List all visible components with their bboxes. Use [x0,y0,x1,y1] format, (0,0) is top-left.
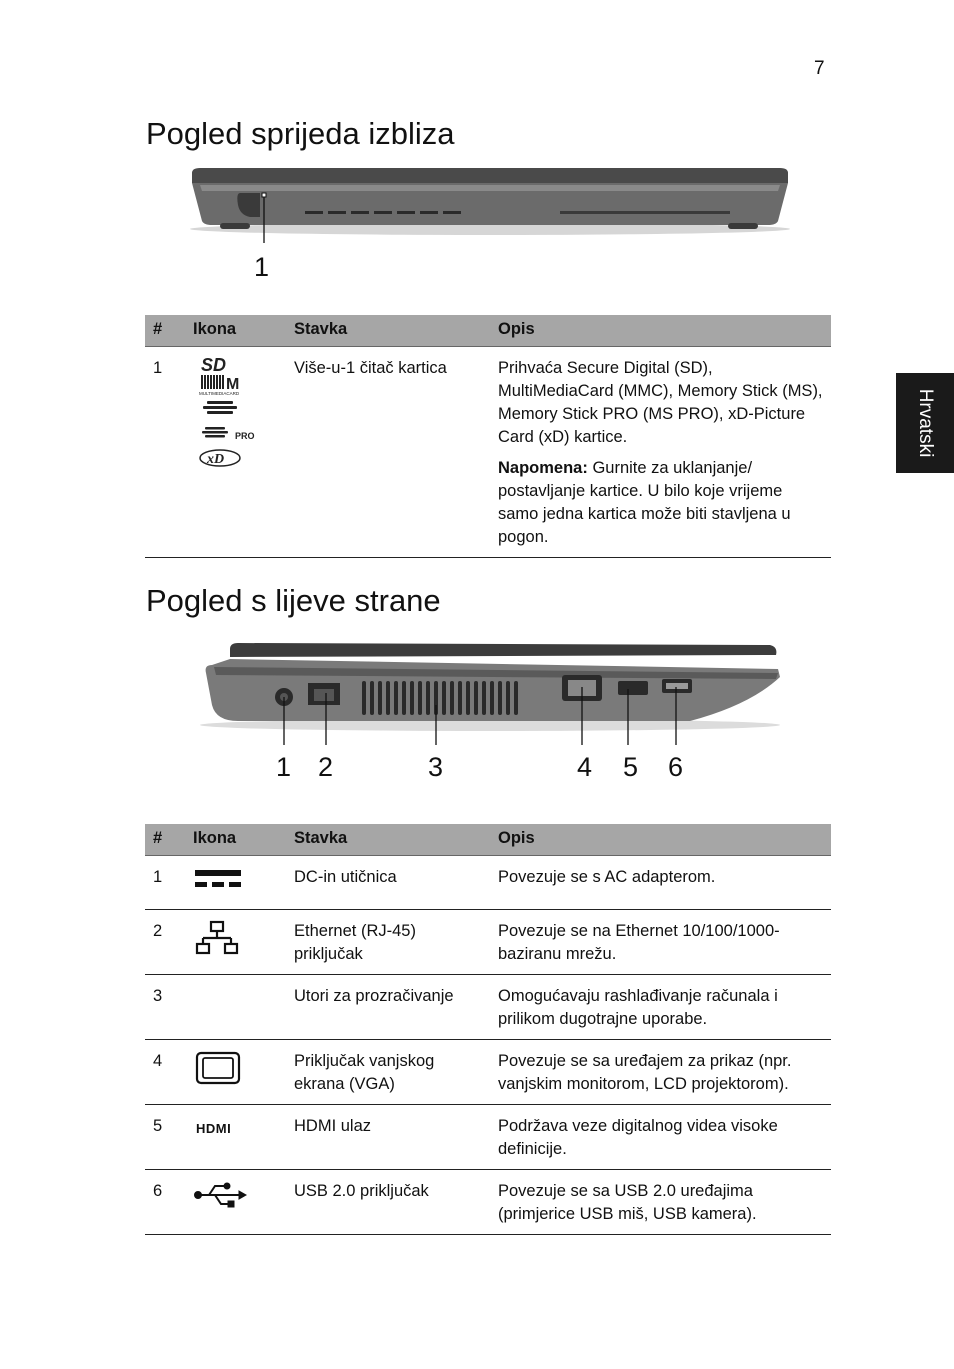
row-item: HDMI ulaz [286,1105,490,1170]
header-item: Stavka [286,315,490,347]
row-description: Povezuje se s AC adapterom. [490,856,831,910]
row-description: Povezuje se na Ethernet 10/100/1000-baziranu mrežu. [490,910,831,975]
ethernet-icon [193,920,243,956]
row-item: DC-in utičnica [286,856,490,910]
row-num: 2 [145,910,185,975]
header-item: Stavka [286,824,490,856]
header-description: Opis [490,824,831,856]
note [498,457,823,549]
table-row [145,856,831,910]
row-icon [185,856,286,910]
memory-stick-logo-icon [203,401,237,414]
card-reader-icons [193,351,273,469]
row-num: 1 [145,347,185,558]
row-num: 4 [145,1040,185,1105]
note-text: Gurnite za uklanjanje/ postavljanje kartice. U bilo koje vrijeme samo jedna kartica može biti stavljena u pogon. [498,459,791,546]
table-row [145,910,831,975]
svg-text:HDMI: HDMI [196,1121,232,1136]
multimediacard-logo-icon [199,375,240,396]
table-row [145,1170,831,1235]
row-icon [185,910,286,975]
row-icon [185,1040,286,1105]
svg-text:M: M [226,376,240,393]
header-icon: Ikona [185,315,286,347]
left-callout-6: 6 [668,752,684,782]
row-item: Više-u-1 čitač kartica [286,347,490,558]
svg-text:MULTIMEDIACARD: MULTIMEDIACARD [199,391,240,396]
row-item: Ethernet (RJ-45) priključak [286,910,490,975]
table-row [145,347,831,558]
front-view-title: Pogled sprijeda izbliza [146,116,455,151]
vga-icon [193,1050,243,1086]
row-description: Povezuje se sa uređajem za prikaz (npr. vanjskim monitorom, LCD projektorom). [490,1040,831,1105]
left-view-title: Pogled s lijeve strane [146,583,441,618]
row-num: 1 [145,856,185,910]
row-num: 6 [145,1170,185,1235]
front-view-table [145,315,831,558]
note-label: Napomena: [498,459,588,477]
header-num: # [145,824,185,856]
left-view-table [145,824,831,1235]
row-num: 3 [145,975,185,1040]
row-num: 5 [145,1105,185,1170]
description-text: Prihvaća Secure Digital (SD), MultiMediaCard (MMC), Memory Stick (MS), Memory Stick PRO (MS PRO), xD-Picture Card (xD) kartice. [498,359,823,446]
svg-text:xD: xD [207,452,225,467]
laptop-left-view-illustration [190,635,790,745]
row-icon-empty [185,975,286,1040]
left-callout-3: 3 [428,752,444,782]
row-item: USB 2.0 priključak [286,1170,490,1235]
row-description: Podržava veze digitalnog videa visoke definicije. [490,1105,831,1170]
header-icon: Ikona [185,824,286,856]
table-row [145,1040,831,1105]
header-num: # [145,315,185,347]
svg-text:SD: SD [201,355,227,375]
dc-in-icon [193,866,243,894]
table-row [145,1105,831,1170]
header-description: Opis [490,315,831,347]
table-header-row [145,315,831,347]
row-icons [185,347,286,558]
language-side-tab [896,373,954,473]
row-item: Utori za prozračivanje [286,975,490,1040]
usb-icon [193,1180,247,1210]
left-callout-2: 2 [318,752,334,782]
table-row [145,975,831,1040]
sd-card-logo-icon [201,355,226,375]
svg-text:PRO: PRO [235,431,255,441]
front-callout-1: 1 [254,252,270,282]
hdmi-icon [193,1115,253,1141]
page-number: 7 [814,58,825,79]
row-description [490,347,831,558]
language-label: Hrvatski [915,388,936,458]
xd-picture-card-logo-icon [200,450,240,467]
laptop-front-view-illustration [180,165,800,245]
left-callout-1: 1 [276,752,292,782]
table-header-row [145,824,831,856]
row-description: Povezuje se sa USB 2.0 uređajima (primjerice USB miš, USB kamera). [490,1170,831,1235]
row-icon [185,1170,286,1235]
left-callout-4: 4 [577,752,593,782]
memory-stick-pro-logo-icon [202,427,255,441]
left-callout-5: 5 [623,752,639,782]
row-item: Priključak vanjskog ekrana (VGA) [286,1040,490,1105]
row-icon [185,1105,286,1170]
row-description: Omogućavaju rashlađivanje računala i prilikom dugotrajne uporabe. [490,975,831,1040]
